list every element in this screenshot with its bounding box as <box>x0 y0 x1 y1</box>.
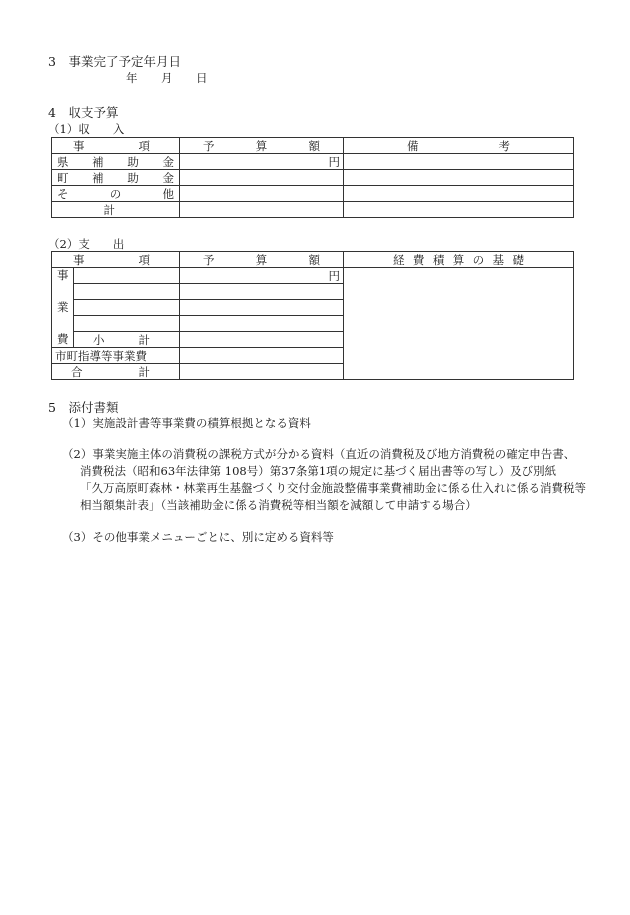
table-row <box>52 202 574 218</box>
budget-cell <box>180 316 344 332</box>
attachment-item-2-line-3: 「久万高原町森林・林業再生基盤づくり交付金施設整備事業費補助金に係る仕入れに係る消費税等 <box>80 481 586 495</box>
header-item: 事 項 <box>73 252 150 267</box>
yen-unit: 円 <box>328 268 340 283</box>
header-budget: 予 算 額 <box>203 138 320 153</box>
attachment-item-2-line-1: （2）事業実施主体の消費税の課税方式が分かる資料（直近の消費税及び地方消費税の確定申告書、 <box>62 447 576 461</box>
header-cell <box>344 252 574 268</box>
basis-cell <box>344 268 574 380</box>
vertical-label-2: 費 <box>57 332 69 346</box>
subtotal-cell <box>74 332 180 348</box>
row-label-cell <box>52 348 180 364</box>
section-5-title: 5 添付書類 <box>48 400 119 415</box>
section-4-title: 4 収支予算 <box>48 105 119 120</box>
row-label-cell <box>52 170 180 186</box>
budget-cell <box>180 186 344 202</box>
header-cell <box>344 138 574 154</box>
header-budget: 予 算 額 <box>203 252 320 267</box>
header-basis: 経 費 積 算 の 基 礎 <box>393 252 524 267</box>
item-cell <box>74 316 180 332</box>
budget-cell <box>180 268 344 284</box>
remarks-cell <box>344 154 574 170</box>
remarks-cell <box>344 186 574 202</box>
row-label: 市町指導等事業費 <box>55 348 147 363</box>
header-remarks: 備 考 <box>407 138 510 153</box>
table-row <box>52 170 574 186</box>
row-label: 合 計 <box>71 364 150 379</box>
row-label-cell <box>52 202 180 218</box>
header-cell <box>180 138 344 154</box>
income-subtitle: （1）収 入 <box>48 122 125 136</box>
table-row <box>52 154 574 170</box>
row-label: 県 補 助 金 <box>57 154 174 169</box>
row-label: そ の 他 <box>57 186 174 201</box>
expense-table <box>51 251 574 380</box>
budget-cell <box>180 364 344 380</box>
remarks-cell <box>344 202 574 218</box>
budget-cell <box>180 202 344 218</box>
row-label: 計 <box>103 202 115 217</box>
subtotal-label: 小 計 <box>93 332 150 347</box>
expense-header-row <box>52 252 574 268</box>
budget-cell <box>180 284 344 300</box>
completion-date-line: 年 月 日 <box>126 71 214 85</box>
section-3-title: 3 事業完了予定年月日 <box>48 54 181 69</box>
budget-cell <box>180 154 344 170</box>
header-cell <box>180 252 344 268</box>
budget-cell <box>180 332 344 348</box>
remarks-cell <box>344 170 574 186</box>
table-row <box>52 268 574 284</box>
vertical-label-0: 事 <box>57 268 69 282</box>
row-label: 町 補 助 金 <box>57 170 174 185</box>
budget-cell <box>180 348 344 364</box>
header-cell <box>52 252 180 268</box>
vertical-label-cell <box>52 268 74 348</box>
attachment-item-3: （3）その他事業メニューごとに、別に定める資料等 <box>62 530 334 544</box>
attachment-item-2-line-2: 消費税法（昭和63年法律第 108号）第37条第1項の規定に基づく届出書等の写し）及び別紙 <box>80 464 557 478</box>
item-cell <box>74 268 180 284</box>
budget-cell <box>180 300 344 316</box>
attachment-item-1: （1）実施設計書等事業費の積算根拠となる資料 <box>62 416 311 430</box>
income-header-row <box>52 138 574 154</box>
row-label-cell <box>52 364 180 380</box>
table-row <box>52 186 574 202</box>
budget-cell <box>180 170 344 186</box>
income-table <box>51 137 574 218</box>
expense-subtitle: （2）支 出 <box>48 237 125 251</box>
yen-unit: 円 <box>328 154 340 169</box>
row-label-cell <box>52 186 180 202</box>
header-item: 事 項 <box>73 138 150 153</box>
row-label-cell <box>52 154 180 170</box>
vertical-label-1: 業 <box>57 300 69 314</box>
item-cell <box>74 284 180 300</box>
item-cell <box>74 300 180 316</box>
header-cell <box>52 138 180 154</box>
attachment-item-2-line-4: 相当額集計表」（当該補助金に係る消費税等相当額を減額して申請する場合） <box>80 498 477 512</box>
